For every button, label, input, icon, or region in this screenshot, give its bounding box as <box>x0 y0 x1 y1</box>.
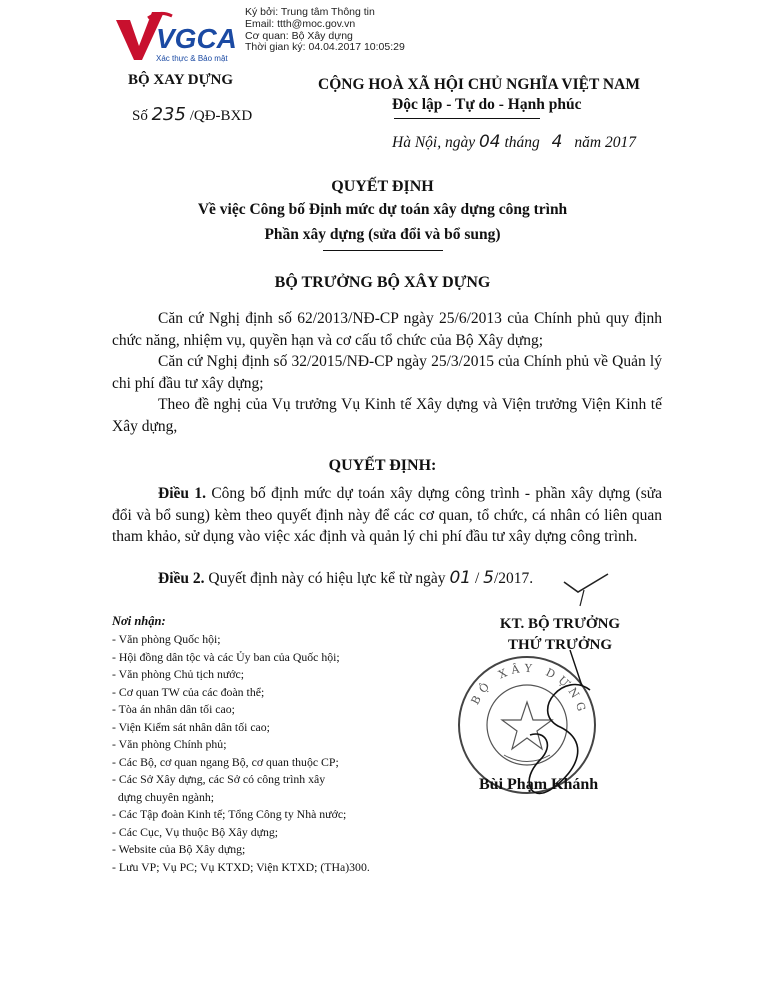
preamble-item: Căn cứ Nghị định số 32/2015/NĐ-CP ngày 25/3/2015 của Chính phủ về Quản lý chi phí đầu tư xây dựng; <box>112 353 662 392</box>
article-1-label: Điều 1. <box>158 485 206 502</box>
preamble-item: Theo đề nghị của Vụ trưởng Vụ Kinh tế Xây dựng và Viện trưởng Viện Kinh tế Xây dựng, <box>112 396 662 435</box>
number-suffix: /QĐ-BXD <box>189 108 253 124</box>
recipients-title: Nơi nhận: <box>112 614 166 628</box>
decision-number <box>132 104 252 125</box>
date-year: năm 2017 <box>574 134 636 151</box>
recipient-item: - Các Cục, Vụ thuộc Bộ Xây dựng; <box>112 824 279 839</box>
digital-signature-info <box>245 7 405 54</box>
date-month-label: tháng <box>504 134 540 151</box>
signer-email: Email: ttth@moc.gov.vn <box>245 17 356 30</box>
recipient-item: - Website của Bộ Xây dựng; <box>112 842 246 856</box>
issue-date <box>392 132 636 152</box>
recipient-item: dựng chuyên ngành; <box>112 789 215 804</box>
effective-month: 5 <box>483 568 494 588</box>
signed-by: Ký bởi: Trung tâm Thông tin <box>245 6 375 18</box>
recipients-list <box>112 612 370 876</box>
seal-text: BỘ XÂY DỰNG <box>468 661 590 718</box>
article-2 <box>158 568 533 588</box>
motto-underline <box>394 118 540 119</box>
signer-title-1: KT. BỘ TRƯỞNG <box>499 616 621 632</box>
signer-name: Bùi Phạm Khánh <box>479 776 599 793</box>
recipient-item: - Các Sở Xây dựng, các Sở có công trình xây <box>112 772 326 786</box>
logo-text: VGCA <box>156 23 237 54</box>
preamble <box>112 308 662 437</box>
ministry-name: BỘ XAY DỰNG <box>128 72 234 88</box>
article-1-text: Công bố định mức dự toán xây dựng công trình - phần xây dựng (sửa đổi và bổ sung) kèm theo quyết định này để các cơ quan, tổ chức, cá nhân có liên quan tham khảo, sử dụng vào việc xác định và quản lý chi phí đầu tư xây dựng công trình. <box>112 485 663 545</box>
vgca-logo <box>112 8 242 63</box>
recipient-item: - Văn phòng Chủ tịch nước; <box>112 667 245 681</box>
national-motto: Độc lập - Tự do - Hạnh phúc <box>392 96 582 113</box>
date-place: Hà Nội, ngày <box>392 134 476 151</box>
article-1 <box>112 483 662 548</box>
date-slash: / <box>474 570 480 587</box>
date-month: 4 <box>551 132 563 152</box>
article-2-label: Điều 2. <box>158 570 205 587</box>
recipient-item: - Hội đồng dân tộc và các Ủy ban của Quốc hội; <box>112 649 340 664</box>
number-handwritten: 235 <box>151 104 186 125</box>
recipient-item: - Văn phòng Chính phủ; <box>112 737 227 751</box>
effective-year: /2017. <box>493 570 534 587</box>
signer-agency: Cơ quan: Bộ Xây dựng <box>245 29 353 42</box>
document-title: QUYẾT ĐỊNH <box>331 178 434 195</box>
number-prefix: Số <box>132 108 148 124</box>
recipient-item: - Cơ quan TW của các đoàn thể; <box>112 684 265 699</box>
sign-time: Thời gian ký: 04.04.2017 10:05:29 <box>245 41 405 54</box>
recipient-item: - Lưu VP; Vụ PC; Vụ KTXD; Viện KTXD; (THa)300. <box>112 859 370 874</box>
recipient-item: - Viện Kiểm sát nhân dân tối cao; <box>112 719 270 734</box>
initial-mark <box>560 568 620 608</box>
preamble-item: Căn cứ Nghị định số 62/2013/NĐ-CP ngày 25/6/2013 của Chính phủ quy định chức năng, nhiệm vụ, quyền hạn và cơ cấu tổ chức của Bộ Xây dựng; <box>112 310 662 349</box>
recipient-item: - Tòa án nhân dân tối cao; <box>112 702 235 716</box>
date-day: 04 <box>478 132 501 152</box>
recipient-item: - Các Bộ, cơ quan ngang Bộ, cơ quan thuộc CP; <box>112 754 339 769</box>
subject-line-1: Về việc Công bố Định mức dự toán xây dựng công trình <box>197 201 568 218</box>
recipient-item: - Các Tập đoàn Kinh tế; Tổng Công ty Nhà nước; <box>112 807 347 821</box>
article-2-text: Quyết định này có hiệu lực kể từ ngày <box>208 570 446 587</box>
logo-tagline: Xác thực & Bảo mật <box>156 54 228 63</box>
subject-line-2: Phần xây dựng (sửa đổi và bổ sung) <box>264 226 501 243</box>
decides-heading: QUYẾT ĐỊNH: <box>328 457 437 474</box>
signer-title-2: THỨ TRƯỞNG <box>507 637 613 653</box>
republic-name: CỘNG HOÀ XÃ HỘI CHỦ NGHĨA VIỆT NAM <box>318 76 640 93</box>
subject-underline <box>323 250 443 251</box>
issuing-authority: BỘ TRƯỞNG BỘ XÂY DỰNG <box>274 274 491 291</box>
recipient-item: - Văn phòng Quốc hội; <box>112 632 221 646</box>
effective-day: 01 <box>449 568 472 588</box>
